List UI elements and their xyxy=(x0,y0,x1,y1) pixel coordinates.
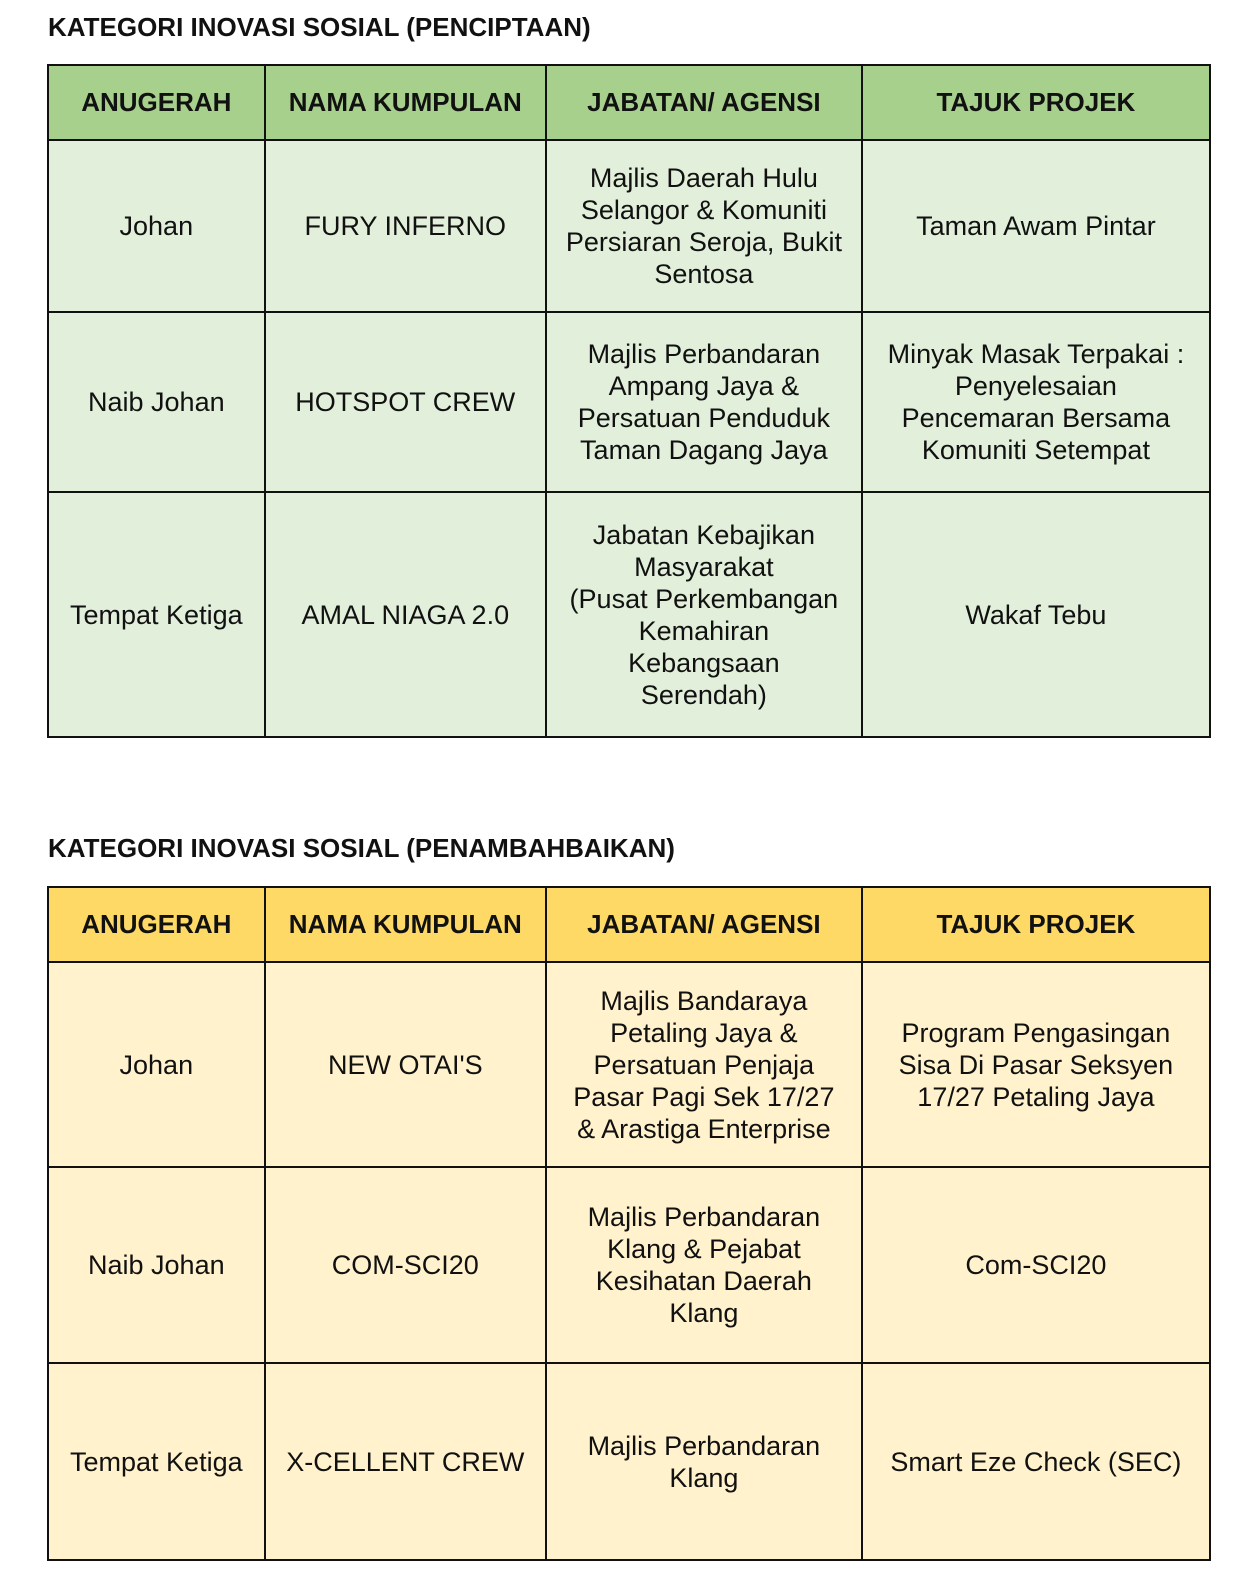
table-row xyxy=(48,1167,1210,1363)
table-row xyxy=(48,1363,1210,1560)
cell-award: Tempat Ketiga xyxy=(48,492,265,737)
header-tajuk-projek: TAJUK PROJEK xyxy=(862,887,1210,962)
table-row xyxy=(48,312,1210,492)
cell-award: Johan xyxy=(48,140,265,312)
cell-agency: Majlis Perbandaran Ampang Jaya & Persatuan Penduduk Taman Dagang Jaya xyxy=(546,312,862,492)
cell-project: Smart Eze Check (SEC) xyxy=(862,1363,1210,1560)
header-jabatan-agensi: JABATAN/ AGENSI xyxy=(546,65,862,140)
cell-agency: Majlis Daerah Hulu Selangor & Komuniti Persiaran Seroja, Bukit Sentosa xyxy=(546,140,862,312)
cell-group: COM-SCI20 xyxy=(265,1167,546,1363)
table-penambahbaikan xyxy=(47,886,1211,1561)
cell-group: FURY INFERNO xyxy=(265,140,546,312)
cell-group: AMAL NIAGA 2.0 xyxy=(265,492,546,737)
table-row xyxy=(48,140,1210,312)
cell-agency: Jabatan Kebajikan Masyarakat (Pusat Perkembangan Kemahiran Kebangsaan Serendah) xyxy=(546,492,862,737)
cell-group: NEW OTAI'S xyxy=(265,962,546,1167)
cell-agency: Majlis Perbandaran Klang & Pejabat Kesihatan Daerah Klang xyxy=(546,1167,862,1363)
cell-project: Com-SCI20 xyxy=(862,1167,1210,1363)
cell-agency: Majlis Bandaraya Petaling Jaya & Persatuan Penjaja Pasar Pagi Sek 17/27 & Arastiga Enterprise xyxy=(546,962,862,1167)
cell-project: Program Pengasingan Sisa Di Pasar Seksyen 17/27 Petaling Jaya xyxy=(862,962,1210,1167)
table-row xyxy=(48,962,1210,1167)
table-header-row xyxy=(48,65,1210,140)
header-anugerah: ANUGERAH xyxy=(48,887,265,962)
cell-award: Naib Johan xyxy=(48,1167,265,1363)
table-header-row xyxy=(48,887,1210,962)
cell-project: Taman Awam Pintar xyxy=(862,140,1210,312)
cell-agency: Majlis Perbandaran Klang xyxy=(546,1363,862,1560)
section-title-penciptaan: KATEGORI INOVASI SOSIAL (PENCIPTAAN) xyxy=(48,12,591,42)
cell-project: Minyak Masak Terpakai : Penyelesaian Pencemaran Bersama Komuniti Setempat xyxy=(862,312,1210,492)
cell-award: Johan xyxy=(48,962,265,1167)
cell-award: Tempat Ketiga xyxy=(48,1363,265,1560)
table-penciptaan xyxy=(47,64,1211,738)
cell-group: HOTSPOT CREW xyxy=(265,312,546,492)
cell-group: X-CELLENT CREW xyxy=(265,1363,546,1560)
header-jabatan-agensi: JABATAN/ AGENSI xyxy=(546,887,862,962)
section-title-penambahbaikan: KATEGORI INOVASI SOSIAL (PENAMBAHBAIKAN) xyxy=(48,833,675,863)
header-anugerah: ANUGERAH xyxy=(48,65,265,140)
cell-project: Wakaf Tebu xyxy=(862,492,1210,737)
header-nama-kumpulan: NAMA KUMPULAN xyxy=(265,65,546,140)
header-nama-kumpulan: NAMA KUMPULAN xyxy=(265,887,546,962)
cell-award: Naib Johan xyxy=(48,312,265,492)
table-row xyxy=(48,492,1210,737)
header-tajuk-projek: TAJUK PROJEK xyxy=(862,65,1210,140)
